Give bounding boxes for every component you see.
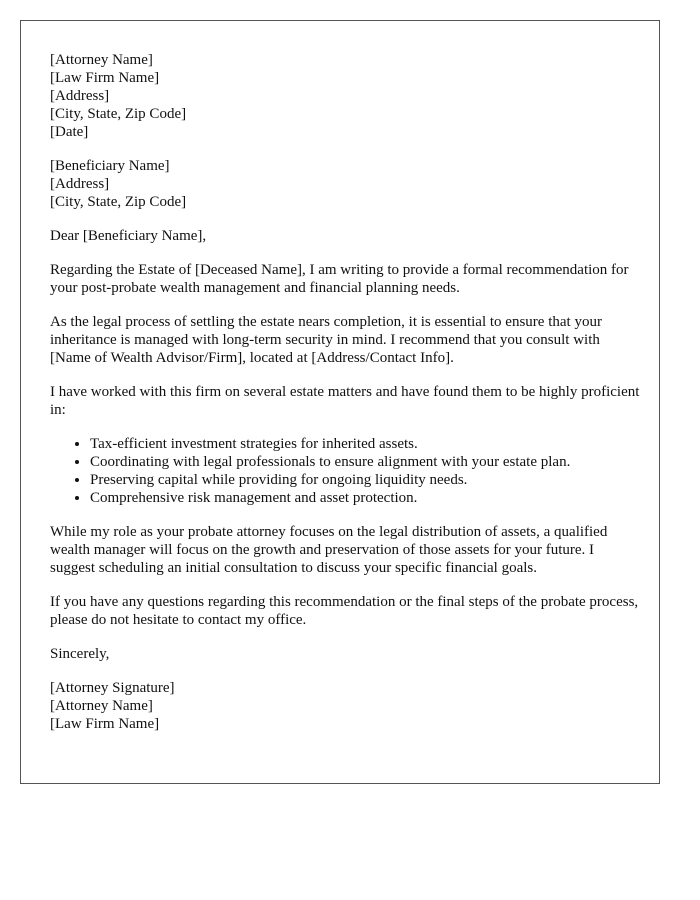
role-paragraph: While my role as your probate attorney focuses on the legal distribution of assets, a qualified wealth manager will focus on the growth and preservation of those assets for your future. I suggest scheduling an initial consultation to discuss your specific financial goals. <box>50 524 608 576</box>
recipient-block <box>50 157 640 211</box>
sender-block <box>50 51 640 141</box>
signature-line: [Attorney Signature] <box>50 680 175 696</box>
sender-law-firm-name: [Law Firm Name] <box>50 70 160 86</box>
signature-attorney-name: [Attorney Name] <box>50 698 153 714</box>
experience-paragraph: I have worked with this firm on several estate matters and have found them to be highly proficient in: <box>50 384 640 418</box>
letter-date: [Date] <box>50 124 89 140</box>
list-item: • Tax-efficient investment strategies for inherited assets. <box>90 435 640 453</box>
sender-address: [Address] <box>50 88 110 104</box>
proficiency-list <box>50 435 640 507</box>
list-item: • Coordinating with legal professionals to ensure alignment with your estate plan. <box>90 453 640 471</box>
intro-paragraph: Regarding the Estate of [Deceased Name], I am writing to provide a formal recommendation for your post-probate wealth management and financial planning needs. <box>50 262 629 296</box>
recipient-city-state-zip: [City, State, Zip Code] <box>50 194 187 210</box>
recipient-name: [Beneficiary Name] <box>50 158 170 174</box>
list-item: • Preserving capital while providing for ongoing liquidity needs. <box>90 471 640 489</box>
list-item: • Comprehensive risk management and asset protection. <box>90 489 640 507</box>
process-paragraph: As the legal process of settling the estate nears completion, it is essential to ensure that your inheritance is managed with long-term security in mind. I recommend that you consult with [Name of Wealth Advisor/Firm], located at [Address/Contact Info]. <box>50 314 602 366</box>
closing: Sincerely, <box>50 646 110 662</box>
sender-attorney-name: [Attorney Name] <box>50 52 153 68</box>
recipient-address: [Address] <box>50 176 110 192</box>
signature-block <box>50 679 640 733</box>
sender-city-state-zip: [City, State, Zip Code] <box>50 106 187 122</box>
signature-law-firm-name: [Law Firm Name] <box>50 716 160 732</box>
letter-page <box>20 20 660 784</box>
salutation: Dear [Beneficiary Name], <box>50 228 207 244</box>
letter-body <box>50 51 640 749</box>
questions-paragraph: If you have any questions regarding this recommendation or the final steps of the probate process, please do not hesitate to contact my office. <box>50 594 639 628</box>
